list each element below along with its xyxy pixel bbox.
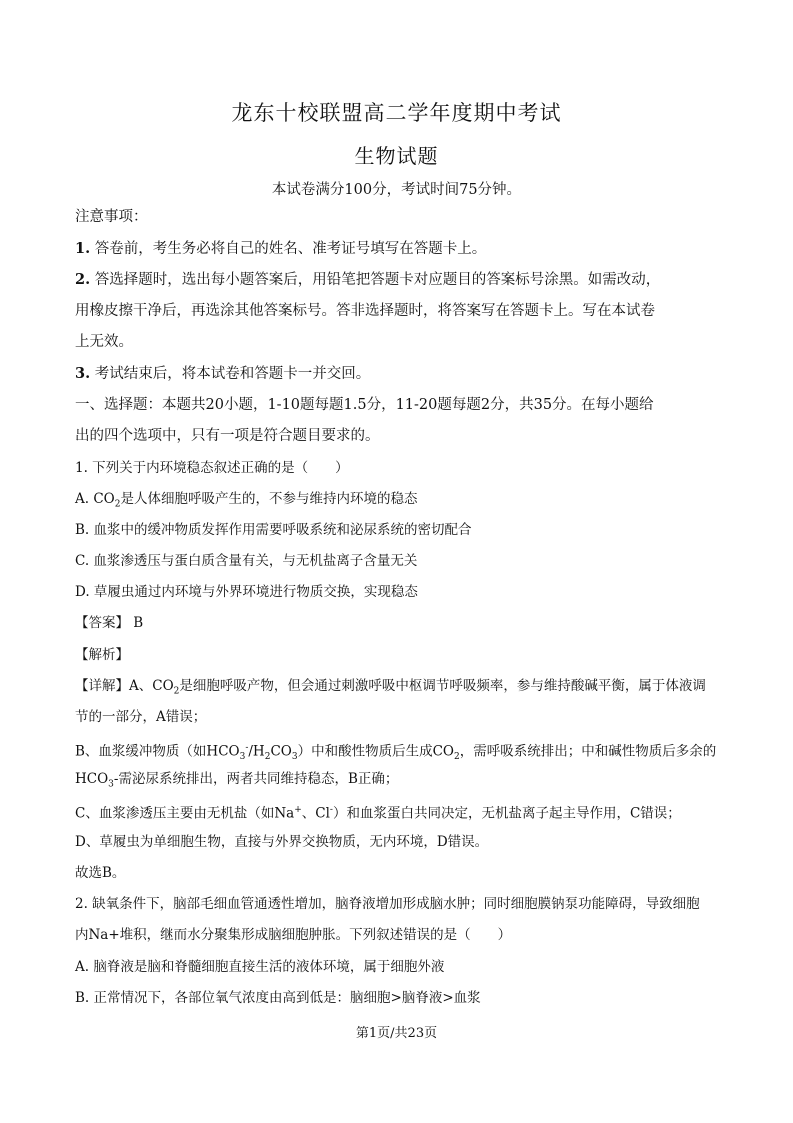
detail-2-sub-3: 3 bbox=[291, 752, 298, 763]
section-1-heading-line-2: 出的四个选项中，只有一项是符合题目要求的。 bbox=[75, 428, 380, 444]
question-1-option-c: C. 血浆渗透压与蛋白质含量有关，与无机盐离子含量无关 bbox=[75, 553, 418, 569]
detail-3-sub: 3 bbox=[108, 779, 114, 790]
detail-1b: 是细胞呼吸产物，但会通过刺激呼吸中枢调节呼吸频率，参与维持酸碱平衡，属于体液调 bbox=[179, 678, 706, 694]
answer-value: B bbox=[133, 615, 144, 631]
notice-item-2-line-2: 用橡皮擦干净后，再选涂其他答案标号。答非选择题时，将答案写在答题卡上。写在本试卷 bbox=[75, 303, 655, 319]
detail-2a: B、血浆缓冲物质（如HCO bbox=[75, 743, 240, 760]
question-2-stem-line-1: 2. 缺氧条件下，脑部毛细血管通透性增加，脑脊液增加形成脑水肿；同时细胞膜钠泵功能障碍，导致细胞 bbox=[75, 896, 700, 912]
detail-line-4 bbox=[75, 769, 725, 795]
conclusion: 故选B。 bbox=[75, 865, 126, 881]
option-a-text: 是人体细胞呼吸产生的，不参与维持内环境的稳态 bbox=[120, 491, 418, 507]
option-a-subscript: 2 bbox=[114, 499, 121, 510]
detail-3b: -需泌尿系统排出，两者共同维持稳态，B正确； bbox=[113, 771, 399, 787]
detail-2-sub-1: 3 bbox=[239, 752, 246, 763]
question-1-stem: 1. 下列关于内环境稳态叙述正确的是（ ） bbox=[75, 460, 349, 476]
section-1-heading-line-1: 一、选择题：本题共20小题，1-10题每题1.5分，11-20题每题2分，共35分。在每小题给 bbox=[75, 397, 654, 413]
exam-title: 龙东十校联盟高二学年度期中考试 bbox=[231, 101, 562, 125]
notice-item-2-number: 2. bbox=[75, 271, 91, 288]
question-2-stem-line-2: 内Na+堆积，继而水分聚集形成脑细胞肿胀。下列叙述错误的是（ ） bbox=[75, 927, 512, 943]
question-1-answer bbox=[75, 613, 725, 633]
detail-2e: ，需呼吸系统排出；中和碱性物质后多余的 bbox=[459, 743, 717, 760]
detail-4-sup-1: + bbox=[294, 805, 302, 815]
question-1-option-d: D. 草履虫通过内环境与外界环境进行物质交换，实现稳态 bbox=[75, 584, 418, 600]
notice-item-2-line-1: 答选择题时，选出每小题答案后，用铅笔把答题卡对应题目的答案标号涂黑。如需改动， bbox=[94, 272, 661, 288]
notice-item-2 bbox=[75, 270, 725, 290]
detail-line-6: D、草履虫为单细胞生物，直接与外界交换物质，无内环境，D错误。 bbox=[75, 834, 489, 850]
question-2-option-b: B. 正常情况下，各部位氧气浓度由高到低是：脑细胞>脑脊液>血浆 bbox=[75, 990, 481, 1006]
analysis-tag: 【解析】 bbox=[75, 647, 129, 663]
question-1-option-a bbox=[75, 489, 725, 515]
notice-item-1-text: 答卷前，考生务必将自己的姓名、准考证号填写在答题卡上。 bbox=[94, 241, 487, 257]
detail-2c: CO bbox=[270, 743, 292, 760]
notice-item-3-text: 考试结束后，将本试卷和答题卡一并交回。 bbox=[94, 366, 371, 382]
detail-4b: 、Cl bbox=[301, 805, 330, 822]
detail-line-1 bbox=[75, 676, 725, 702]
detail-2d: ）中和酸性物质后生成CO bbox=[297, 743, 454, 760]
detail-line-2: 节的一部分，A错误； bbox=[75, 709, 207, 725]
notice-item-1 bbox=[75, 239, 725, 259]
detail-4c: ）和血浆蛋白共同决定，无机盐离子起主导作用，C错误； bbox=[332, 805, 681, 822]
option-a-prefix: A. CO bbox=[75, 491, 115, 507]
detail-4-sup-2: - bbox=[329, 805, 333, 815]
detail-2-sup: - bbox=[245, 743, 249, 753]
detail-1a: A、CO bbox=[129, 678, 174, 694]
detail-2-sub-4: 2 bbox=[453, 752, 460, 763]
subject-title: 生物试题 bbox=[354, 144, 439, 168]
page-number: 第1页/共23页 bbox=[355, 1026, 438, 1041]
detail-4a: C、血浆渗透压主要由无机盐（如Na bbox=[75, 805, 295, 822]
question-2-option-a: A. 脑脊液是脑和脊髓细胞直接生活的液体环境，属于细胞外液 bbox=[75, 959, 445, 975]
detail-2-sub-2: 2 bbox=[264, 752, 271, 763]
notice-item-3 bbox=[75, 364, 725, 384]
notice-item-3-number: 3. bbox=[75, 365, 91, 382]
detail-2b: /H bbox=[248, 743, 265, 760]
question-1-option-b: B. 血浆中的缓冲物质发挥作用需要呼吸系统和泌尿系统的密切配合 bbox=[75, 522, 472, 538]
exam-info: 本试卷满分100分，考试时间75分钟。 bbox=[271, 182, 522, 198]
detail-tag: 【详解】 bbox=[75, 678, 129, 694]
answer-tag: 【答案】 bbox=[75, 615, 129, 631]
notice-heading: 注意事项： bbox=[75, 209, 148, 225]
detail-line-5 bbox=[75, 800, 725, 824]
notice-item-2-line-3: 上无效。 bbox=[75, 334, 133, 350]
detail-3a: HCO bbox=[75, 771, 109, 787]
detail-line-3 bbox=[75, 738, 725, 767]
detail-1-sub: 2 bbox=[173, 686, 180, 697]
notice-item-1-number: 1. bbox=[75, 240, 91, 257]
